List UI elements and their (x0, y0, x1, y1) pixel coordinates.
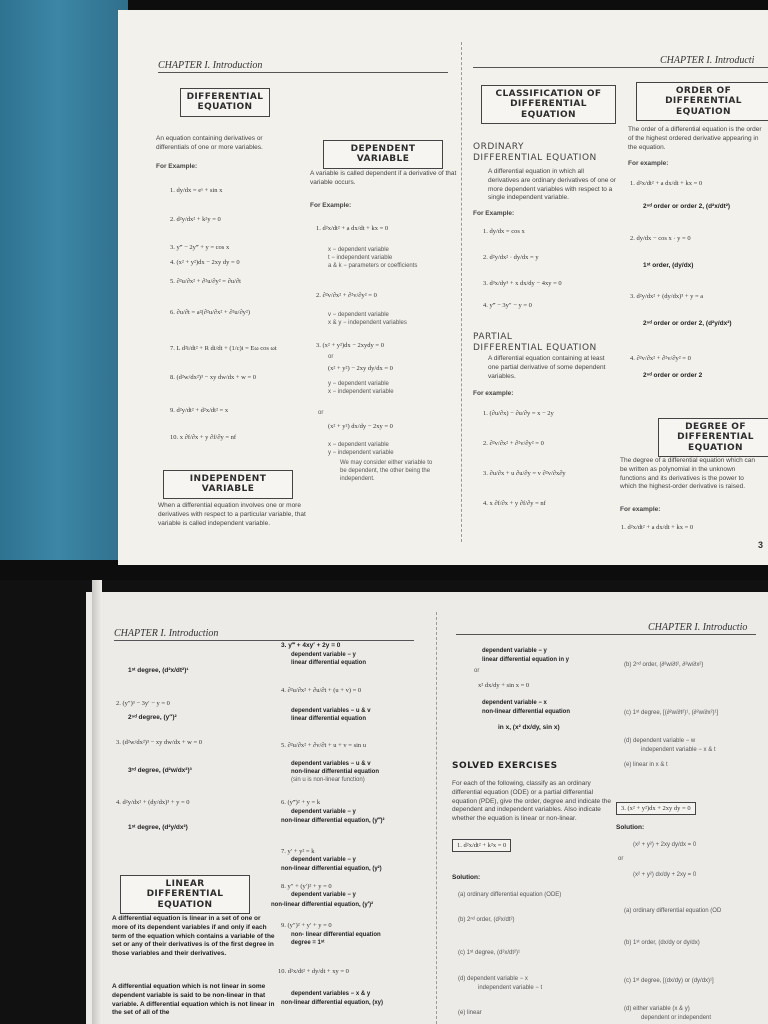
top-page (118, 10, 768, 565)
col2-item: We may consider either variable to (340, 460, 433, 466)
col2-item: independent. (340, 476, 375, 482)
solved-exercises-instructions: For each of the following, classify as an ordinary differential equation (ODE) or a partial differential equation (PDE), give the order, degree and indicate the dependent and independent variables. Also indicate whether the equation is linear or non-linear. (452, 780, 611, 823)
col2-item: 1. d²x/dt² + a dx/dt + kx = 0 (316, 225, 389, 232)
order-item: 2. dy/dx − cos x · y = 0 (630, 235, 691, 242)
col1-example: 5. ∂²u/∂x² + ∂²u/∂y² = ∂u/∂t (170, 278, 241, 285)
col2-item: (x² + y²) dx/dy − 2xy = 0 (328, 423, 393, 430)
header-rule-left (158, 72, 448, 73)
header-rule-right (456, 634, 756, 635)
col1-example: 8. (d²w/dx²)³ − xy dw/dx + w = 0 (170, 374, 256, 381)
page-fold-shadow (92, 580, 102, 1024)
pde-example-label: For example: (473, 390, 514, 397)
col2-item: or (318, 410, 324, 416)
col1-example: 1. dy/dx = eˣ + sin x (170, 187, 223, 194)
linearity-item: 3. y‴ + 4xy′ + 2y = 0 (281, 642, 341, 649)
problem-3: 3. (x² + y²)dx + 2xy dy = 0 (616, 802, 696, 815)
col1-example: 10. x ∂f/∂x + y ∂f/∂y = nf (170, 434, 237, 441)
col2-item: a & k − parameters or coefficients (328, 263, 418, 269)
header-rule-right (473, 67, 768, 68)
header-rule-left (114, 640, 414, 641)
col2-item: x − independent variable (328, 389, 394, 395)
linearity-item: (sin u is non-linear function) (291, 777, 365, 783)
order-item: 2ⁿᵈ order or order 2, (d²y/dx²) (643, 320, 732, 327)
linearity-item: degree = 1ˢᵗ (291, 940, 325, 946)
col2-item: be dependent, the other being the (340, 468, 431, 474)
linearity-item: dependent variable − y (291, 857, 356, 863)
linearity-item: dependent variables − u & v (291, 761, 371, 767)
solution-item: independent variable − t (478, 985, 543, 991)
solution-item: (x² + y²) + 2xy dy/dx = 0 (633, 842, 697, 848)
page-number: 3 (758, 540, 764, 550)
col2-item: 3. (x² + y²)dx − 2xydy = 0 (316, 342, 384, 349)
degree-item: 3. (d²w/dx²)³ − xy dw/dx + w = 0 (116, 739, 202, 746)
col2-item: y − independent variable (328, 450, 394, 456)
nonlinear-de-definition: A differential equation which is not linear in some dependent variable is said to be non-linear in that variable. A differential equation which is not linear in the set of all of the (112, 983, 275, 1017)
order-definition: The order of a differential equation is the order of the highest ordered derivative appearing in the equation. (628, 126, 762, 151)
solution-item: (e) linear (458, 1010, 482, 1016)
solution-item: (d) either variable (x & y) (624, 1006, 690, 1012)
solution-label: Solution: (452, 874, 481, 881)
solution-item: (d) dependent variable − x (458, 976, 528, 982)
linear-de-title: LINEAR DIFFERENTIAL EQUATION (120, 875, 250, 914)
col2-item: x − dependent variable (328, 442, 389, 448)
colC-item: in x, (x² dx/dy, sin x) (498, 724, 560, 731)
col2-item: y − dependent variable (328, 381, 389, 387)
colC-item: x² dx/dy + sin x = 0 (478, 682, 530, 689)
independent-variable-definition: When a differential equation involves one or more derivatives with respect to a particular variable, that variable is called independent variable. (158, 502, 306, 527)
linearity-item: dependent variable − y (291, 652, 356, 658)
degree-item: 4. d²y/dx² + (dy/dx)³ + y = 0 (116, 799, 190, 806)
problem-1: 1. d²x/dt² + k²x = 0 (452, 839, 511, 852)
chapter-header-right: CHAPTER I. Introducti (660, 55, 755, 66)
col2-item: x − dependent variable (328, 247, 389, 253)
degree-item: 1ˢᵗ degree, (d²y/dx²) (128, 824, 188, 831)
pde-example: 1. (∂u/∂x) − ∂u/∂y = x − 2y (483, 410, 554, 417)
solution-item: dependent or independent (641, 1015, 712, 1021)
pde-example: 4. x ∂f/∂x + y ∂f/∂y = nf (483, 500, 546, 507)
col2-example-label: For Example: (310, 202, 352, 209)
linearity-item: non-linear differential equation, (xy) (281, 1000, 384, 1006)
pde-example: 3. ∂u/∂x + u ∂u/∂y = v ∂²v/∂x∂y (483, 470, 566, 477)
ode-example: 1. dy/dx = cos x (483, 228, 525, 235)
degree-item: 2. (y″)³ − 3y′ − y = 0 (116, 700, 170, 707)
col1-example: 7. L d²i/dt² + R di/dt + (1/c)i = Eω cos ωt (170, 345, 277, 352)
solution-item: (a) ordinary differential equation (ODE) (458, 892, 562, 898)
degree-item: 3ʳᵈ degree, (d²w/dx²)³ (128, 767, 192, 774)
ode-example: 2. d²y/dx² · dy/dx = y (483, 254, 539, 261)
linearity-item: dependent variable − y (291, 809, 356, 815)
linearity-item: 7. y′ + y² = k (281, 848, 315, 855)
linearity-item: linear differential equation (291, 716, 367, 722)
pde-heading: PARTIAL DIFFERENTIAL EQUATION (473, 332, 597, 353)
order-item: 3. d²y/dx² + (dy/dx)³ + y = a (630, 293, 704, 300)
colC-item: or (474, 668, 480, 674)
col1-example: 3. y‴ − 2y‴ + y = cos x (170, 244, 230, 251)
colD-item: independent variable − x & t (641, 747, 716, 753)
colC-item: non-linear differential equation (482, 709, 571, 715)
colC-item: dependent variable − y (482, 648, 547, 654)
col1-example: 2. d²y/dx² + k²y = 0 (170, 216, 221, 223)
col2-item: (x² + y²) − 2xy dy/dx = 0 (328, 365, 393, 372)
solution-item: (b) 2ⁿᵈ order, (d²x/dt²) (458, 917, 515, 923)
linearity-item: 8. y″ + (y′)² + y = 0 (281, 883, 332, 890)
colD-item: (b) 2ⁿᵈ order, (∂²w/∂t², ∂²w/∂x²) (624, 662, 704, 668)
colD-item: (e) linear in x & t (624, 762, 668, 768)
page-gutter (436, 612, 437, 1024)
linearity-item: non- linear differential equation (291, 932, 381, 938)
solved-exercises-title: SOLVED EXERCISES (452, 761, 558, 771)
colC-item: dependent variable − x (482, 700, 547, 706)
degree-item: 1ˢᵗ degree, (d²x/dt²)¹ (128, 667, 189, 674)
col2-item: x & y − independent variables (328, 320, 407, 326)
order-item: 4. ∂²v/∂x² + ∂²v/∂y² = 0 (630, 355, 691, 362)
linearity-item: non-linear differential equation, (y‴)² (281, 818, 385, 824)
linearity-item: linear differential equation (291, 660, 367, 666)
dependent-variable-title: DEPENDENT VARIABLE (323, 140, 443, 169)
col2-item: t − independent variable (328, 255, 393, 261)
col1-example: 6. ∂u/∂t = a²(∂²u/∂x² + ∂²u/∂y²) (170, 309, 251, 316)
linearity-item: 9. (y″)² + y′ + y = 0 (281, 922, 332, 929)
col1-example: 9. d²y/dt² + d²x/dt² = x (170, 407, 229, 414)
linearity-item: 5. ∂²u/∂x² + ∂v/∂t + u + v = sin u (281, 742, 367, 749)
degree-item: 2ⁿᵈ degree, (y″)² (128, 714, 177, 721)
linearity-item: dependent variables − u & v (291, 708, 371, 714)
solution-item: (a) ordinary differential equation (OD (624, 908, 722, 914)
colD-item: (c) 1ˢᵗ degree, [(∂²w/∂t²)¹, (∂²w/∂x²)¹] (624, 710, 719, 716)
linearity-item: 4. ∂²u/∂x² + ∂u/∂t + (u + v) = 0 (281, 687, 362, 694)
order-item: 1. d²x/dt² + a dx/dt + kx = 0 (630, 180, 703, 187)
order-item: 2ⁿᵈ order or order 2, (d²x/dt²) (643, 203, 731, 210)
chapter-header-right: CHAPTER I. Introductio (648, 622, 748, 633)
order-item: 1ˢᵗ order, (dy/dx) (643, 262, 694, 269)
col1-example: 4. (x² + y²)dx − 2xy dy = 0 (170, 259, 240, 266)
degree-definition: The degree of a differential equation which can be written as polynomial in the unknown functions and its derivatives is the power to which the highest-order derivative is raised. (620, 457, 756, 491)
differential-equation-title: DIFFERENTIAL EQUATION (180, 88, 270, 117)
de-definition: An equation containing derivatives or differentials of one or more variables. (156, 135, 263, 151)
book-cover (0, 0, 128, 560)
page-gutter (461, 42, 462, 542)
linearity-item: dependent variables − x & y (291, 991, 371, 997)
solution-item: (c) 1ˢᵗ degree, (d²x/dt²)¹ (458, 950, 521, 956)
col1-example-label: For Example: (156, 163, 198, 170)
linearity-item: non-linear differential equation (291, 769, 380, 775)
classification-title: CLASSIFICATION OF DIFFERENTIAL EQUATION (481, 85, 616, 124)
col2-item: or (328, 354, 334, 360)
solution-label: Solution: (616, 824, 645, 831)
col2-item: v − dependent variable (328, 312, 389, 318)
ode-heading: ORDINARY DIFFERENTIAL EQUATION (473, 142, 597, 163)
colD-item: (d) dependent variable − w (624, 738, 696, 744)
ode-example: 3. d³x/dy³ + x dx/dy − 4xy = 0 (483, 280, 562, 287)
linearity-item: dependent variable − y (291, 892, 356, 898)
ode-definition: A differential equation in which all derivatives are ordinary derivatives of one or more dependent variables with respect to a single independent variable. (488, 168, 616, 202)
degree-example: 1. d²x/dt² + a dx/dt + kx = 0 (621, 524, 694, 531)
chapter-header-left: CHAPTER I. Introduction (114, 628, 219, 639)
solution-item: or (618, 856, 624, 862)
order-title: ORDER OF DIFFERENTIAL EQUATION (636, 82, 768, 121)
degree-example-label: For example: (620, 506, 661, 513)
linearity-item: 10. d²x/dt² + dy/dt + xy = 0 (278, 968, 349, 975)
bottom-photo (0, 580, 768, 1024)
independent-variable-title: INDEPENDENT VARIABLE (163, 470, 293, 499)
linear-de-definition: A differential equation is linear in a set of one or more of its dependent variables if and only if each term of the equation which contains a variable of the set or any of their derivatives is of the first degree in those variables and their derivatives. (112, 915, 275, 958)
order-example-label: For example: (628, 160, 669, 167)
col2-item: 2. ∂²v/∂x² + ∂²v/∂y² = 0 (316, 292, 377, 299)
bottom-page (86, 592, 768, 1024)
dependent-variable-definition: A variable is called dependent if a derivative of that variable occurs. (310, 170, 457, 186)
colC-item: linear differential equation in y (482, 657, 570, 663)
solution-item: (x² + y²) dx/dy + 2xy = 0 (633, 872, 697, 878)
linearity-item: non-linear differential equation, (y²) (281, 866, 382, 872)
order-item: 2ⁿᵈ order or order 2 (643, 372, 703, 379)
ode-example: 4. y‴ − 3y″ − y = 0 (483, 302, 532, 309)
chapter-header-left: CHAPTER I. Introduction (158, 60, 263, 71)
solution-item: (c) 1ˢᵗ degree, [(dx/dy) or (dy/dx)¹] (624, 978, 714, 984)
pde-example: 2. ∂²v/∂x² + ∂²v/∂y² = 0 (483, 440, 544, 447)
linearity-item: 6. (y‴)² + y = k (281, 799, 321, 806)
pde-definition: A differential equation containing at least one partial derivative of some dependent variables. (488, 355, 606, 380)
linearity-item: non-linear differential equation, (y′)² (271, 902, 374, 908)
solution-item: (b) 1ˢᵗ order, (dx/dy or dy/dx) (624, 940, 700, 946)
ode-example-label: For Example: (473, 210, 515, 217)
degree-title: DEGREE OF DIFFERENTIAL EQUATION (658, 418, 768, 457)
